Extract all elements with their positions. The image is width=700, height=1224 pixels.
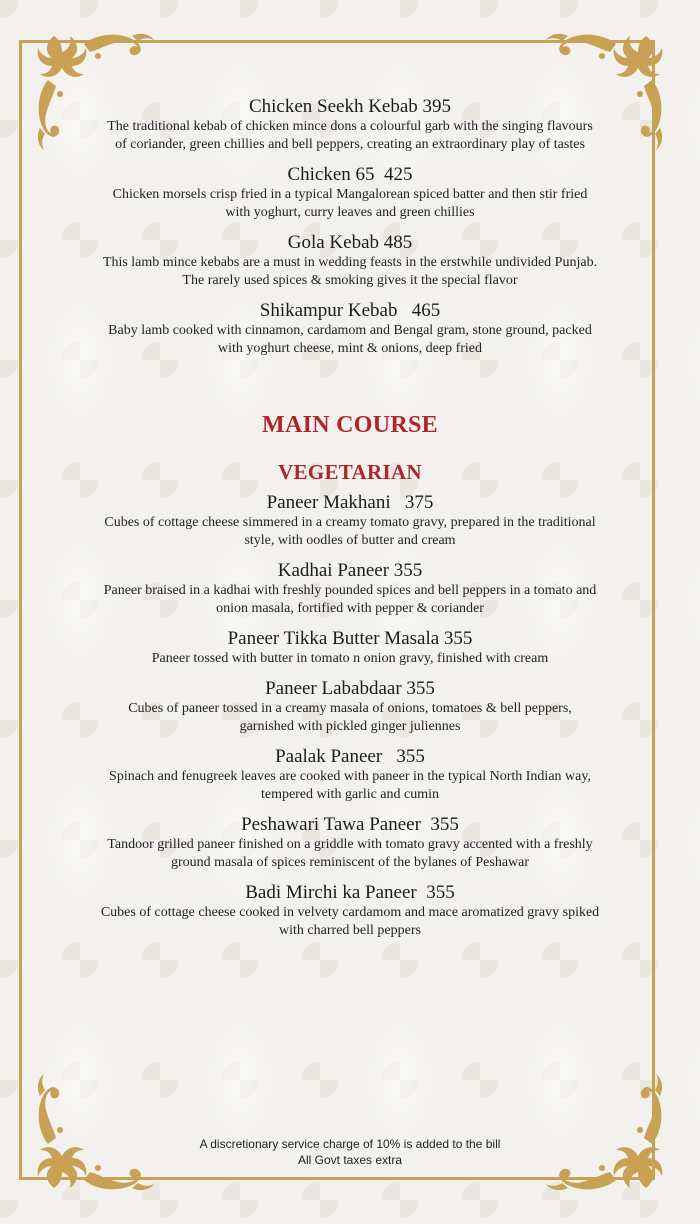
- menu-item: [100, 560, 600, 618]
- ornament-corner-icon: [32, 1071, 157, 1196]
- dish-description: Chicken morsels crisp fried in a typical Mangalorean spiced batter and then stir fried with yoghurt, curry leaves and green chillies: [112, 187, 588, 220]
- dish-description: Cubes of cottage cheese cooked in velvety cardamom and mace aromatized gravy spiked with charred bell peppers: [100, 905, 600, 938]
- menu-item: [100, 628, 600, 668]
- menu-item: [100, 814, 600, 872]
- vegetarian-heading: VEGETARIAN: [278, 460, 422, 484]
- menu-item: [100, 492, 600, 550]
- dish-title: Paneer Tikka Butter Masala 355: [227, 628, 473, 649]
- dish-description: Spinach and fenugreek leaves are cooked with paneer in the typical North Indian way, tempered with garlic and cumin: [109, 769, 591, 802]
- footer-notes: [150, 1136, 550, 1168]
- dish-description: Tandoor grilled paneer finished on a griddle with tomato gravy accented with a freshly ground masala of spices reminiscent of the bylanes of Peshawar: [107, 837, 593, 870]
- dish-title: Badi Mirchi ka Paneer 355: [245, 882, 455, 903]
- ornament-corner-icon: [543, 1071, 668, 1196]
- dish-title: Kadhai Paneer 355: [277, 560, 423, 581]
- dish-description: Baby lamb cooked with cinnamon, cardamom and Bengal gram, stone ground, packed with yoghurt cheese, mint & onions, deep fried: [108, 323, 592, 356]
- dish-title: Chicken 65 425: [287, 164, 413, 185]
- dish-description: Cubes of paneer tossed in a creamy masala of onions, tomatoes & bell peppers, garnished with pickled ginger juliennes: [128, 701, 572, 734]
- dish-title: Paneer Lababdaar 355: [265, 678, 435, 699]
- dish-title: Paneer Makhani 375: [266, 492, 434, 513]
- dish-description: Paneer tossed with butter in tomato n onion gravy, finished with cream: [151, 651, 549, 666]
- menu-item: [100, 164, 600, 222]
- dish-description: This lamb mince kebabs are a must in wedding feasts in the erstwhile undivided Punjab. The rarely used spices & smoking gives it the special flavor: [102, 255, 598, 288]
- taxes-note: All Govt taxes extra: [297, 1153, 403, 1167]
- dish-description: Cubes of cottage cheese simmered in a creamy tomato gravy, prepared in the traditional style, with oodles of butter and cream: [104, 515, 596, 548]
- dish-description: Paneer braised in a kadhai with freshly pounded spices and bell peppers in a tomato and onion masala, fortified with pepper & coriander: [103, 583, 597, 616]
- menu-item: [100, 678, 600, 736]
- main-course-heading: MAIN COURSE: [262, 412, 438, 438]
- vegetarian-list: [100, 492, 600, 940]
- dish-title: Shikampur Kebab 465: [259, 300, 441, 321]
- service-charge-note: A discretionary service charge of 10% is added to the bill: [199, 1137, 501, 1151]
- starters-list: [100, 96, 600, 358]
- menu-item: [100, 746, 600, 804]
- dish-title: Peshawari Tawa Paneer 355: [241, 814, 459, 835]
- dish-description: The traditional kebab of chicken mince dons a colourful garb with the singing flavours of coriander, green chillies and bell peppers, creating an extraordinary play of tastes: [107, 119, 593, 152]
- menu-item: [100, 232, 600, 290]
- dish-title: Gola Kebab 485: [287, 232, 413, 253]
- menu-item: [100, 96, 600, 154]
- menu-content: [100, 96, 600, 950]
- menu-item: [100, 882, 600, 940]
- dish-title: Paalak Paneer 355: [275, 746, 425, 767]
- dish-title: Chicken Seekh Kebab 395: [248, 96, 452, 117]
- menu-item: [100, 300, 600, 358]
